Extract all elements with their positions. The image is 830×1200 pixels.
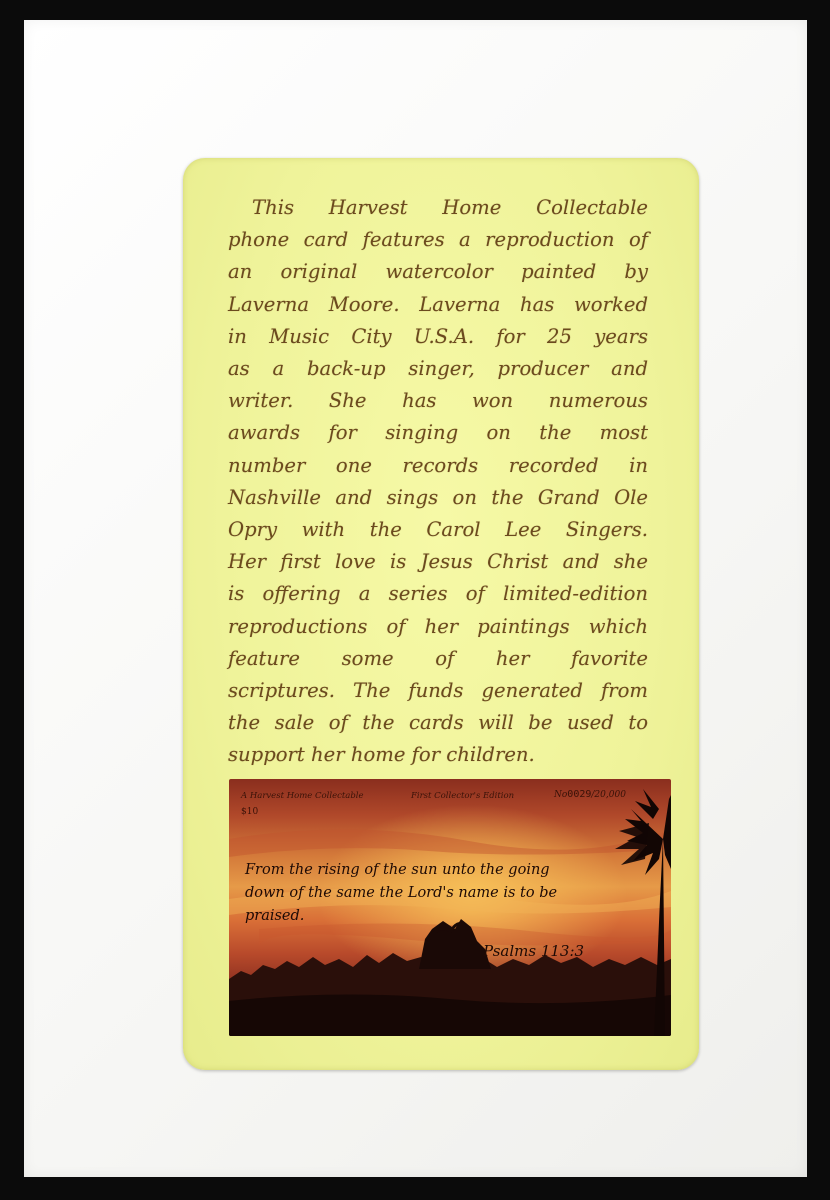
paragraph-line: in Music City U.S.A. for 25 years	[228, 324, 648, 348]
paragraph-line: phone card features a reproduction of	[228, 228, 648, 252]
paragraph-line: number one records recorded in	[228, 453, 648, 477]
phone-card-insert	[183, 158, 699, 1070]
brand-label: A Harvest Home Collectable	[241, 791, 364, 801]
paragraph-line: writer. She has won numerous	[228, 389, 648, 413]
paragraph-line: Nashville and sings on the Grand Ole	[228, 485, 648, 509]
paragraph-line: the sale of the cards will be used to	[228, 711, 648, 735]
description-paragraph	[228, 192, 648, 772]
paragraph-line: feature some of her favorite	[228, 646, 648, 670]
edition-label: First Collector's Edition	[411, 791, 515, 801]
serial-prefix: No	[554, 790, 568, 800]
verse-line: From the rising of the sun unto the going	[245, 862, 550, 878]
scripture-verse	[245, 859, 621, 928]
paragraph-line: an original watercolor painted by	[228, 260, 648, 284]
phone-card-image	[229, 779, 671, 1036]
paragraph-line: support her home for children.	[228, 743, 535, 767]
verse-line: down of the same the Lord's name is to be	[245, 885, 558, 901]
paragraph-line: as a back-up singer, producer and	[228, 357, 648, 381]
paragraph-line: Laverna Moore. Laverna has worked	[228, 292, 648, 316]
serial-number	[554, 789, 626, 800]
scripture-reference: Psalms 113:3	[483, 942, 585, 960]
paragraph-line: Opry with the Carol Lee Singers.	[228, 518, 648, 542]
paragraph-line: Her first love is Jesus Christ and she	[228, 550, 648, 574]
envelope	[24, 20, 807, 1177]
paragraph-line: is offering a series of limited-edition	[228, 582, 648, 606]
paragraph-line: reproductions of her paintings which	[228, 614, 648, 638]
verse-line: praised.	[245, 908, 305, 924]
price-label: $10	[241, 807, 259, 817]
paragraph-line: This Harvest Home Collectable	[252, 196, 648, 219]
paragraph-line: scriptures. The funds generated from	[228, 679, 648, 703]
serial-total: /20,000	[591, 790, 626, 800]
paragraph-line: awards for singing on the most	[228, 421, 648, 445]
serial-handwritten: 0029	[567, 789, 592, 800]
